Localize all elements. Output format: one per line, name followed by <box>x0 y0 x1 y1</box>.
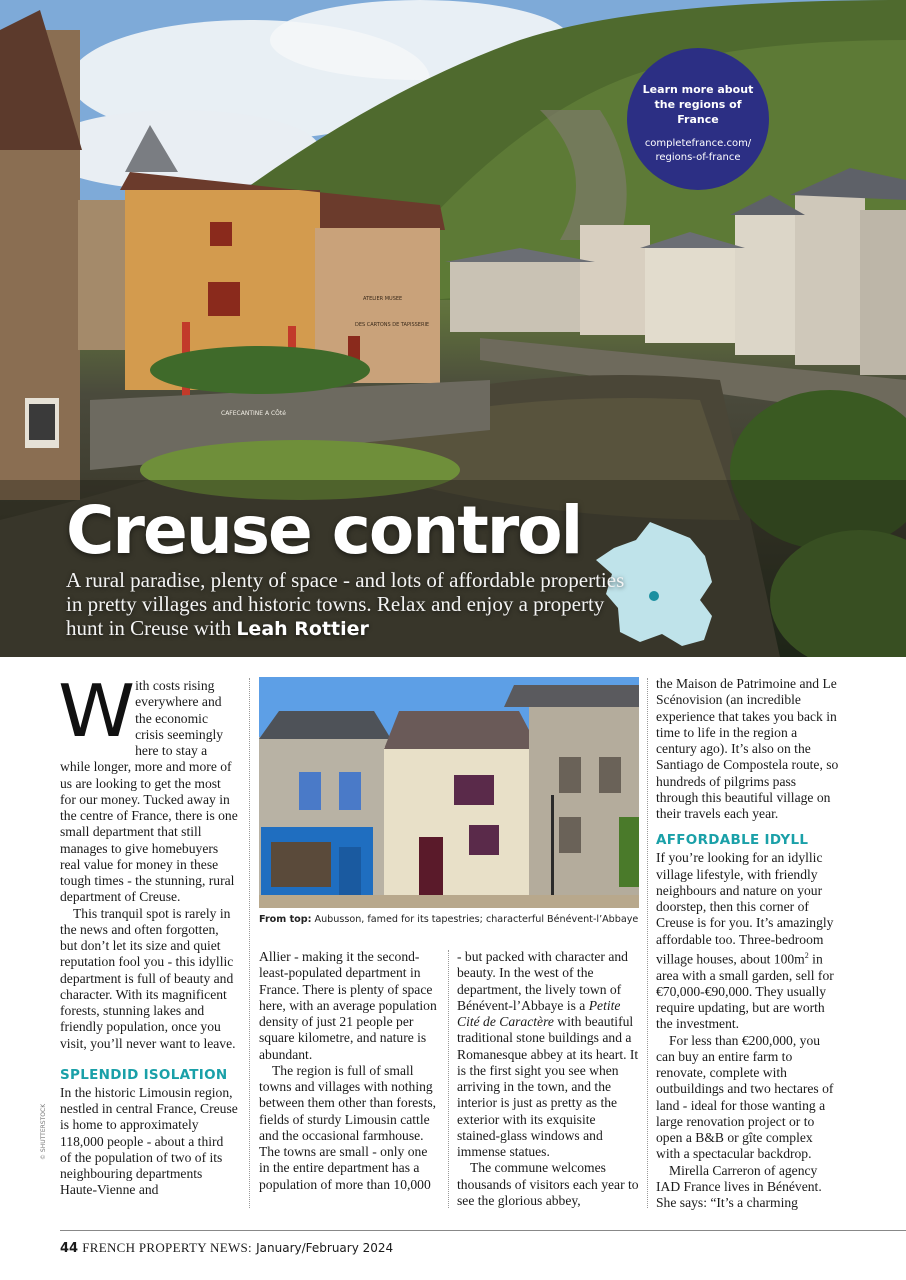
badge-title: Learn more about the regions of France <box>642 83 754 126</box>
intro-paragraph <box>58 670 238 906</box>
column-2 <box>259 949 441 1193</box>
paragraph: This tranquil spot is rarely in the news and often forgotten, but don’t let its size and quiet reputation fool you - this idyllic department is full of beauty and character. With its magnificent forests, stunning lakes and friendly population, once you visit, you’ll never want to leave. <box>60 905 236 1051</box>
column-4 <box>656 676 840 1211</box>
column-divider <box>249 678 250 1208</box>
photo-credit: © SHUTTERSTOCK <box>40 1103 47 1160</box>
paragraph-text: in area with a small garden, sell for €70,000-€90,000. They usually require updating, but are worth the investment. <box>656 951 834 1032</box>
author-name: Leah Rottier <box>236 618 369 640</box>
photo-caption <box>259 914 649 925</box>
intro-text: ith costs rising everywhere and the economic crisis seemingly here to stay a while longer, more and more of us are looking to get the most for our money. Tucked away in the centre of France, there is one small department that still manages to give homebuyers real value for money in these tough times - the stunning, rural department of Creuse. <box>60 678 238 905</box>
column-divider <box>647 678 648 1208</box>
paragraph: Allier - making it the second-least-populated department in France. There is plenty of space here, with an average population density of just 21 people per square kilometre, and nature is abundant. <box>259 949 437 1062</box>
paragraph-text: with beautiful traditional stone buildings and a Romanesque abbey at its heart. It is the first sight you see when arriving in the town, and the interior is just as pretty as the exterior with its exquisite stained-glass windows and immense statues. <box>457 1014 639 1159</box>
cartons-sign: DES CARTONS DE TAPISSERIE <box>355 322 430 328</box>
superscript: 2 <box>804 950 809 960</box>
subhead-splendid-isolation: SPLENDID ISOLATION <box>60 1066 228 1083</box>
paragraph-text: If you’re looking for an idyllic village lifestyle, with friendly neighbours and nature on your doorstep, then this corner of Creuse is for you. It’s amazingly affordable too. Three-bedroom village houses, about 100m <box>656 850 834 967</box>
column-1 <box>58 670 238 1199</box>
badge-url[interactable]: completefrance.com/ regions-of-france <box>644 138 752 163</box>
bourganeuf-street-photo <box>259 677 639 908</box>
paragraph: For less than €200,000, you can buy an entire farm to renovate, complete with outbuildings and two hectares of land - ideal for those wanting a large renovation project or to open a B&B or gîte complex with a spectacular backdrop. <box>656 1032 834 1162</box>
page-footer <box>60 1240 393 1256</box>
caption-text: Aubusson, famed for its tapestries; characterful Bénévent-l’Abbaye <box>311 914 639 925</box>
article-standfirst <box>66 568 626 641</box>
paragraph: the Maison de Patrimoine and Le Scénovision (an incredible experience that takes you back in time to life in the region a century ago). It’s also on the Santiago de Compostela route, so hundreds of pilgrims pass through this beautiful village on their travels each year. <box>656 676 839 821</box>
photo-scene <box>259 677 639 908</box>
paragraph: The region is full of small towns and villages with nothing between them other than forests, fields of sturdy Limousin cattle and the occasional farmhouse. The towns are small - only one in the entire department has a population of more than 10,000 <box>259 1062 437 1192</box>
atelier-sign: ATELIER MUSEE <box>363 296 403 302</box>
paragraph: Mirella Carreron of agency IAD France lives in Bénévent. She says: “It’s a charming <box>656 1162 822 1211</box>
column-3 <box>457 949 639 1209</box>
paragraph <box>457 949 639 1160</box>
issue-date: January/February 2024 <box>256 1241 394 1255</box>
page-number: 44 <box>60 1241 79 1256</box>
paragraph <box>656 850 840 1032</box>
subhead-affordable-idyll: AFFORDABLE IDYLL <box>656 832 809 849</box>
magazine-name: FRENCH PROPERTY NEWS: <box>82 1240 252 1255</box>
column-divider <box>448 950 449 1208</box>
article-headline: Creuse control <box>66 492 582 569</box>
caption-label: From top: <box>259 914 312 925</box>
paragraph: The commune welcomes thousands of visitors each year to see the glorious abbey, <box>457 1160 639 1208</box>
paragraph-text: - but packed with character and beauty. In the west of the department, the lively town of Bénévent-l’Abbaye is a <box>457 949 628 1013</box>
dropcap: W <box>58 670 130 754</box>
footer-rule <box>60 1230 906 1231</box>
creuse-location-dot <box>649 591 659 601</box>
paragraph-italic: Petite Cité de Caractère <box>457 997 621 1029</box>
paragraph: In the historic Limousin region, nestled in central France, Creuse is home to approximately 118,000 people - about a third of the population of two of its neighbouring departments Haute-Vienne and <box>60 1084 238 1198</box>
regions-promo-badge[interactable] <box>627 48 769 190</box>
cafe-sign: CAFECANTINE A CÔté <box>221 410 286 417</box>
standfirst-text: A rural paradise, plenty of space - and lots of affordable properties in pretty villages and historic towns. Relax and enjoy a property hunt in Creuse with <box>66 568 625 640</box>
